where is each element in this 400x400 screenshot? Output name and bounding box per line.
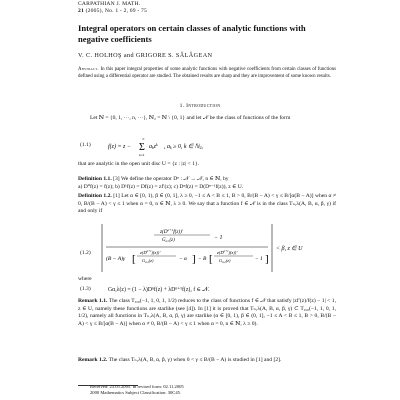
paper-title: Integral operators on certain classes of analytic functions with negative coefficients [78,23,306,44]
section-heading: 1. Introduction [179,103,221,109]
journal-header [78,1,147,15]
svg-text:(B − A)γ: (B − A)γ [106,256,126,262]
equation-1-2 [100,222,320,277]
svg-text:k=2: k=2 [139,153,145,157]
equation-1-3: Gα,λ(z) = (1 − λ)Dⁿf(z) + λDⁿ⁺¹f(z), f ∈ 𝒩. [108,287,210,293]
abstract [78,66,336,80]
svg-text:− 1: − 1 [214,235,223,241]
svg-text:z(Dn+1f(z))′: $z(D^{n+1}f(z))'$ [140,249,161,255]
svg-text:, ak ≥ 0, k ∈ ℕ2,: , ak ≥ 0, k ∈ ℕ2, [164,144,203,150]
analytic-sentence: that are analytic in the open unit disc U = {z : |z| < 1}. [78,161,199,167]
intro-paragraph: Let ℕ = {0, 1, ···, n, ···}, ℕ₂ = ℕ \ {0, 1} and let 𝒩 be the class of functions of the form [90,115,291,121]
equation-1-1-svg [108,136,268,158]
remark-1-2 [78,357,336,365]
eq-number: (1.2) [80,250,91,256]
received-line: Received: 23.05.2005. In revised form: 02.11.2005 [90,384,184,389]
remark-1-2-label: Remark 1.2. [78,357,108,363]
svg-text:]: ] [265,253,269,265]
definition-1-1 [78,176,336,191]
remark-1-1-text: The class T₀,₀(−1, 1, 0, 1, 1/2) reduces to the class of functions f ∈ 𝒩 that satisfy |zf′(z)/f(z) − 1| < 1, z ∈ U, namely these functions are starlike (see [4]). In [1] it is proved that Tₙ,λ(A, B, α, β, γ) ⊂ T₀,₀(−1, 1, 0, 1, 1/2), namely all functions in Tₙ,λ(A, B, α, β, γ) are starlike (α ∈ [0, 1), β ∈ (0, 1], −1 ≤ A < B ≤ 1, B > 0, B/(B − A) < γ ≤ B/[α(B − A)] when α ≠ 0, B/(B − A) < γ ≤ 1 when α = 0, n ∈ ℕ, λ ≥ 0). [78,298,336,327]
remark-1-2-text: The class Tₙ,λ(A, B, α, β, γ) when 0 < γ ≤ B/(B − A) is studied in [1] and [2]. [108,357,282,363]
definition-1-2 [78,193,336,216]
svg-text:]: ] [192,253,196,265]
definition-1-1-text: [3] We define the operator Dⁿ : 𝒩 → 𝒩, n ∈ ℕ, by [113,176,229,182]
svg-text:[: [ [132,253,136,265]
abstract-label: Abstract. [78,67,99,72]
definition-1-2-text: [1] Let α ∈ [0, 1), β ∈ (0, 1], λ ≥ 0, −1 ≤ A < B ≤ 1, B > 0, B/(B − A) < γ ≤ B/[α(B − A)] when α ≠ 0, B/(B − A) < γ ≤ 1 when α = 0, n ∈ ℕ, λ ≥ 0. We say that a function f ∈ 𝒩 is in the class Tₙ,λ(A, B, α, β, γ) if and only if [78,193,337,215]
remark-1-1 [78,298,336,328]
eq-number: (1.3) [80,286,91,292]
definition-1-1-formula: a) D⁰f(z) = f(z); b) D¹f(z) = Df(z) = zf′(z); c) Dⁿf(z) = D(Dⁿ⁻¹f(z)), z ∈ U. [78,183,244,190]
journal-title: CARPATHIAN J. MATH. [78,1,141,7]
eq-number: (1.1) [80,142,91,148]
svg-text:z(Dn+1f(z))′: $z(D^{n+1}f(z))'$ [160,228,183,235]
msc-line: 2000 Mathematics Subject Classification. 30C45. [90,390,182,395]
svg-text:− α: − α [179,256,187,262]
svg-text:f(z) = z −: f(z) = z − [108,144,131,150]
definition-1-1-label: Definition 1.1. [78,176,112,182]
svg-text:Gα,λ(z): $G_{\alpha,\lambda}(z)$ [142,258,154,264]
remark-1-1-label: Remark 1.1. [78,298,108,304]
authors: V. C. HOLHOŞ and GRIGORE S. SĂLĂGEAN [78,52,213,59]
svg-text:− B: − B [198,256,207,262]
journal-issue: (2005), No. 1 - 2, 69 - 75 [84,8,148,14]
svg-text:< β, z ∈ U: < β, z ∈ U [276,246,303,252]
svg-text:Gα,λ(z): $G_{\alpha,\lambda}(z)$ [162,238,175,243]
svg-text:− 1: − 1 [255,256,263,262]
svg-text:Gα,λ(z): $G_{\alpha,\lambda}(z)$ [219,258,231,264]
equation-1-1 [108,136,268,161]
where-label: where [78,276,92,282]
equation-1-2-svg [100,222,320,274]
svg-text:akzk: akz$^k$ [149,143,158,150]
svg-text:∞: ∞ [142,137,145,141]
journal-volume: 21 [78,8,84,14]
definition-1-2-label: Definition 1.2. [78,193,112,199]
svg-text:Σ: Σ [139,142,145,153]
svg-text:z(Dn+1f(z))′: $z(D^{n+1}f(z))'$ [217,249,238,255]
abstract-text: In this paper integral properties of some analytic functions with negative coefficients from certain classes of functions defined using a differential operator are studied. The obtained results are sharp and they are improvement of some known results. [78,67,336,79]
svg-text:[: [ [209,253,213,265]
